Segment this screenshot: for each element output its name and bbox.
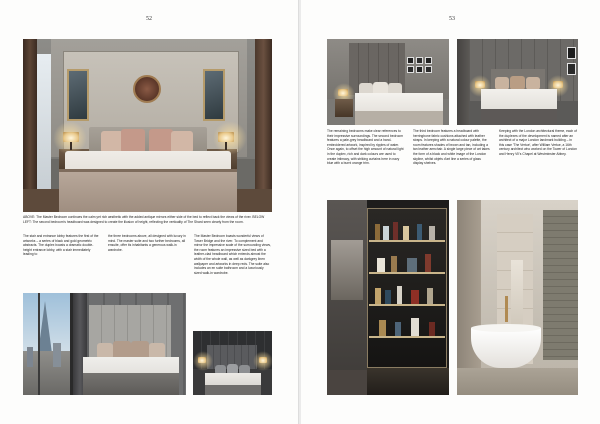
left-column-3: The Master Bedroom boasts wonderful views of Tower Bridge and the river. To complement and mirror the impressive scale of the surrounding views, the room features an impressive sized bed with a leather-clad headboard which extends almost the width of the whole wall, as well as darkgrey linen wallpaper and artworks in deep reds. The suite also includes an en suite bathroom and a luxuriously sized walk-in wardrobe. [194, 234, 271, 275]
left-column-2: the three bedrooms above, all designed with luxury in mind. The master suite and two further bedrooms, all ensuite, offer its inhabitants a generous walk-in wardrobe. [108, 234, 186, 252]
page-number-left: 52 [146, 16, 152, 22]
right-page [301, 0, 600, 424]
right-column-2: The third bedroom features a headboard with herringbone fabric cushions attached with leather straps. In keeping with a natural colour palette, the room features shades of brown and tan, including a tan leather armchair. A single large piece of art takes the form of a black and white image of the London skyline, whilst objets d'art line a series of glass display shelves. [413, 129, 490, 166]
small-bedroom-photo [193, 331, 272, 395]
left-page [0, 0, 299, 424]
third-bedroom-photo [327, 39, 449, 125]
bathroom-photo [457, 200, 578, 395]
master-bedroom-photo [23, 39, 272, 212]
fourth-bedroom-photo [457, 39, 578, 125]
right-column-1: The remaining bedrooms make clear references to their impressive surroundings. The second bedroom features a pale-grey headboard and a hand-embroidered artwork, inspired by ripples of water. Once again, to offset the high amount of natural light in the duplex, rich and dark colours are used to create intimacy, with striking curtains here in navy blue with a burnt orange trim. [327, 129, 404, 166]
caption-text: ABOVE: The Master Bedroom continues the calm yet rich aesthetic with the added antique mirrors either side of the bed to reflect back the views of the river. BELOW LEFT: The second bedroom's headboard was designed to create the illusion of height, reflecting the verticality of The Shard seen clearly from the room. [23, 215, 265, 224]
right-column-3: Keeping with the London architectural theme, each of the duplexes of the development is named after an architect of a major London landmark building – in this case 'The Vertue', after William Vertue, a 16th century architect who worked on the Tower of London and Henry VII's Chapel at Westminster Abbey. [499, 129, 578, 156]
page-number-right: 53 [449, 16, 455, 22]
left-column-1: The stair and entrance lobby features the first of the artworks – a series of black and gold geometric abstracts. The duplex boasts a dramatic double-height entrance lobby, with a stair immediately leading to [23, 234, 99, 257]
second-bedroom-photo [23, 293, 186, 395]
bar-shelves-photo [327, 200, 449, 395]
